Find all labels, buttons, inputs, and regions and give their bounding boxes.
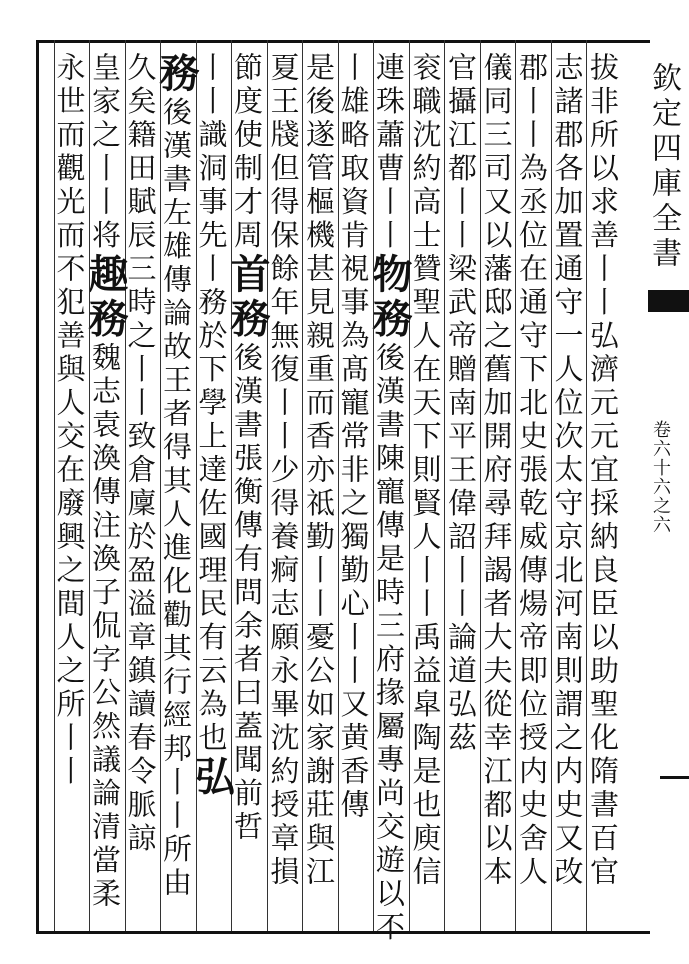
text-column [366,52,413,945]
text-column [410,52,446,922]
text-segment: 後漢書張衡傳有問余者曰蓋聞前哲 [230,342,264,845]
text-column [552,52,588,922]
text-column [188,52,236,922]
text-column [481,52,517,922]
text-segment: 丨務於下學上達佐國理民有云為也 [194,253,229,756]
text-segment: 官攝江都丨丨梁武帝贈南平王偉詔丨丨論道弘茲 [444,52,478,756]
text-column [123,52,162,922]
text-segment: 後漢書陳寵傳是時三府掾屬專尚交遊以不 [372,342,406,945]
text-segment: 而不犯善與人交在廢興之間人之所丨丨 [52,219,87,789]
text-segment: 丨丨識洞事先 [194,52,229,253]
text-column [516,52,552,922]
text-segment: 皇家之丨丨将 [88,52,122,253]
text-segment: 肯視事為髙寵常非之獨勤心丨丨又黄香傳 [336,219,371,823]
text-segment: 丨雄略取資 [336,52,371,220]
text-segment: 夏王牋但得保餘年無復丨丨少得養痾志願永畢沈約授章損 [266,52,301,890]
text-segment: 衮職沈約高士贊聖人在天下則賢人丨丨禹益皐陶是也庾信 [408,52,443,890]
heading-term: 弘 [188,755,236,800]
text-segment: 是後遂管樞機甚見親重而香亦祗勤丨丨憂公如家謝莊與江 [302,52,336,890]
text-segment: 志諸郡各加置通守一人位次太守京北河南則謂之内史又改 [550,52,585,890]
text-segment: 後漢書左雄傳論故王者得其人進化勸其行經邦丨丨所由 [159,96,193,901]
heading-term: 務 [153,52,200,97]
text-segment: 郡丨丨為丞位在通守下北史張乾威傳煬帝即位授内史舍人 [515,52,549,890]
text-column [445,52,481,922]
edge-rule [660,776,689,779]
heading-term: 首務 [224,253,271,342]
text-column [153,52,200,922]
text-column [336,52,375,922]
text-column [268,52,304,922]
text-segment: 永世而觀光 [52,52,87,220]
margin-volume-label: 卷六十六之六 [650,420,671,534]
heading-term: 趣務 [82,253,129,342]
margin-title: 欽定四庫全書 [646,62,681,272]
text-column [52,52,91,922]
text-column [587,52,623,922]
text-segment: 魏志袁渙傳注渙子侃字公然議論清當柔 [88,342,122,912]
text-segment: 節度使制才周 [230,52,264,253]
text-segment: 久矣籍田賦辰三時之丨丨致倉廩於盈溢章鎮讀春令脈諒 [123,52,158,856]
column-divider [54,40,55,931]
text-segment: 儀同三司又以藩邸之舊加開府尋拜謁者大夫從幸江都以本 [479,52,514,890]
text-column [82,52,129,922]
text-segment: 拔非所以求善丨丨弘濟元元宜採納良臣以助聖化隋書百官 [586,52,620,890]
text-column [224,52,271,922]
heading-term: 物務 [366,253,413,342]
text-segment: 連珠蕭曹丨丨 [372,52,406,253]
text-column [303,52,339,922]
fishtail-mark [648,290,689,312]
